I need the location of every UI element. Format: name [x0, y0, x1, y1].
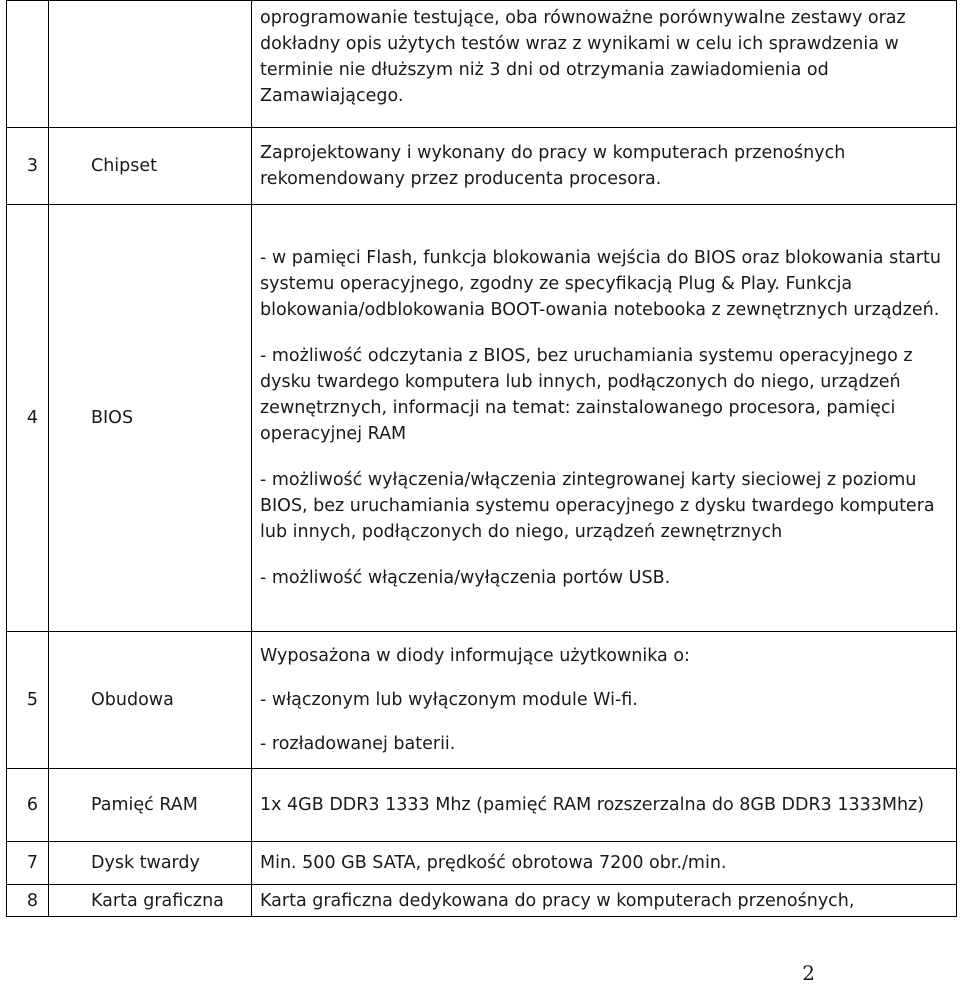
- row-description: [252, 885, 957, 917]
- description-paragraph: oprogramowanie testujące, oba równoważne porównywalne zestawy oraz dokładny opis użytych testów wraz z wynikami w celu ich sprawdzenia w terminie nie dłuższym niż 3 dni od otrzymania zawiadomienia od Zamawiającego.: [260, 8, 906, 106]
- table-row: [7, 842, 957, 885]
- row-name: Dysk twardy: [49, 842, 252, 885]
- row-name: BIOS: [49, 205, 252, 632]
- row-description: [252, 842, 957, 885]
- row-description: [252, 128, 957, 205]
- row-number: 8: [7, 885, 49, 917]
- row-number: 7: [7, 842, 49, 885]
- row-number: 6: [7, 769, 49, 842]
- table-row: [7, 769, 957, 842]
- description-paragraph: Karta graficzna dedykowana do pracy w komputerach przenośnych,: [260, 890, 855, 911]
- description-paragraph: - możliwość włączenia/wyłączenia portów USB.: [260, 568, 671, 588]
- row-name: Chipset: [49, 128, 252, 205]
- description-paragraph: Zaprojektowany i wykonany do pracy w komputerach przenośnych rekomendowany przez producenta procesora.: [260, 143, 846, 189]
- row-description: [252, 632, 957, 769]
- description-paragraph: - rozładowanej baterii.: [260, 734, 456, 754]
- description-paragraph: - włączonym lub wyłączonym module Wi-fi.: [260, 690, 638, 710]
- row-name: Pamięć RAM: [49, 769, 252, 842]
- row-number: 5: [7, 632, 49, 769]
- row-name: [49, 1, 252, 128]
- table-row: [7, 128, 957, 205]
- row-number: 4: [7, 205, 49, 632]
- description-paragraph: Min. 500 GB SATA, prędkość obrotowa 7200 obr./min.: [260, 853, 727, 873]
- description-paragraph: 1x 4GB DDR3 1333 Mhz (pamięć RAM rozszerzalna do 8GB DDR3 1333Mhz): [260, 795, 925, 815]
- description-paragraph: - w pamięci Flash, funkcja blokowania wejścia do BIOS oraz blokowania startu systemu operacyjnego, zgodny ze specyfikacją Plug & Play. Funkcja blokowania/odblokowania BOOT-owania notebooka z zewnętrznych urządzeń.: [260, 248, 941, 320]
- table-row: [7, 632, 957, 769]
- row-description: [252, 769, 957, 842]
- description-paragraph: Wyposażona w diody informujące użytkownika o:: [260, 646, 690, 666]
- row-description: [252, 1, 957, 128]
- row-name: Obudowa: [49, 632, 252, 769]
- description-paragraph: - możliwość odczytania z BIOS, bez uruchamiania systemu operacyjnego z dysku twardego komputera lub innych, podłączonych do niego, urządzeń zewnętrznych, informacji na temat: zainstalowanego procesora, pamięci operacyjnej RAM: [260, 346, 913, 444]
- description-paragraph: - możliwość wyłączenia/włączenia zintegrowanej karty sieciowej z poziomu BIOS, bez uruchamiania systemu operacyjnego z dysku twardego komputera lub innych, podłączonych do niego, urządzeń zewnętrznych: [260, 470, 935, 542]
- page-number: 2: [802, 961, 815, 985]
- table-row: [7, 1, 957, 128]
- table-row: [7, 885, 957, 917]
- row-description: [252, 205, 957, 632]
- row-number: 3: [7, 128, 49, 205]
- spec-table: [6, 0, 957, 917]
- table-row: [7, 205, 957, 632]
- row-name: Karta graficzna: [49, 885, 252, 917]
- row-number: [7, 1, 49, 128]
